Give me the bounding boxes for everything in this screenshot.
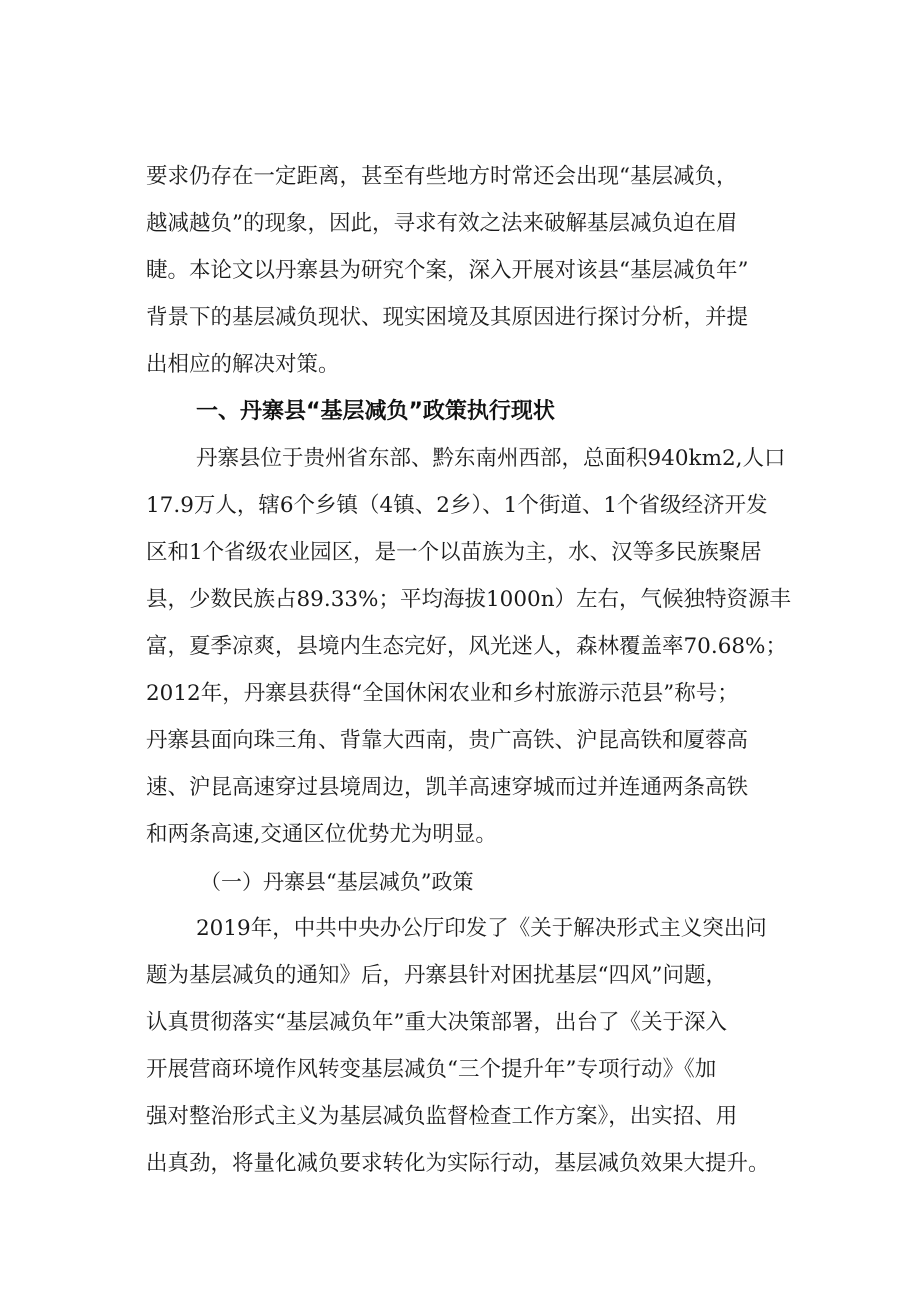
section-heading: 一、丹寨县“基层减负”政策执行现状 — [196, 399, 555, 424]
subsection-line-3: 认真贯彻落实“基层减负年”重大决策部署，出台了《关于深入 — [146, 1010, 727, 1035]
section-line-6: 2012年，丹寨县获得“全国休闲农业和乡村旅游示范县”称号； — [146, 681, 739, 706]
section-line-2: 17.9万人，辖6个乡镇（4镇、2乡）、1个街道、1个省级经济开发 — [146, 493, 768, 518]
section-line-5: 富，夏季凉爽，县境内生态完好，风光迷人，森林覆盖率70.68%； — [146, 634, 787, 659]
subsection-heading: （一）丹寨县“基层减负”政策 — [200, 870, 474, 894]
subsection-line-5: 强对整治形式主义为基层减负监督检查工作方案》，出实招、用 — [146, 1104, 738, 1129]
subsection-line-6: 出真劲，将量化减负要求转化为实际行动，基层减负效果大提升。 — [146, 1151, 770, 1176]
intro-line-4: 背景下的基层减负现状、现实困境及其原因进行探讨分析，并提 — [146, 305, 749, 330]
section-line-8: 速、沪昆高速穿过县境周边，凯羊高速穿城而过并连通两条高铁 — [146, 775, 749, 800]
subsection-line-2: 题为基层减负的通知》后，丹寨县针对困扰基层“四风”问题， — [146, 963, 727, 988]
section-line-3: 区和1个省级农业园区，是一个以苗族为主，水、汉等多民族聚居 — [146, 540, 762, 565]
subsection-line-4: 开展营商环境作风转变基层减负“三个提升年”专项行动》《加 — [146, 1057, 717, 1082]
subsection-line-1: 2019年，中共中央办公厅印发了《关于解决形式主义突出问 — [196, 916, 767, 941]
intro-line-3: 睫。本论文以丹寨县为研究个案，深入开展对该县“基层减负年” — [146, 258, 749, 283]
intro-line-2: 越减越负”的现象，因此，寻求有效之法来破解基层减负迫在眉 — [146, 211, 738, 236]
section-line-9: 和两条高速,交通区位优势尤为明显。 — [146, 822, 497, 847]
intro-line-1: 要求仍存在一定距离，甚至有些地方时常还会出现“基层减负， — [146, 164, 738, 189]
intro-line-5: 出相应的解决对策。 — [146, 352, 340, 377]
section-line-7: 丹寨县面向珠三角、背靠大西南，贵广高铁、沪昆高铁和厦蓉高 — [146, 728, 749, 753]
section-line-4: 县，少数民族占89.33%；平均海拔1000n）左右，气候独特资源丰 — [146, 587, 792, 612]
section-line-1: 丹寨县位于贵州省东部、黔东南州西部，总面积940km2,人口 — [196, 446, 786, 471]
